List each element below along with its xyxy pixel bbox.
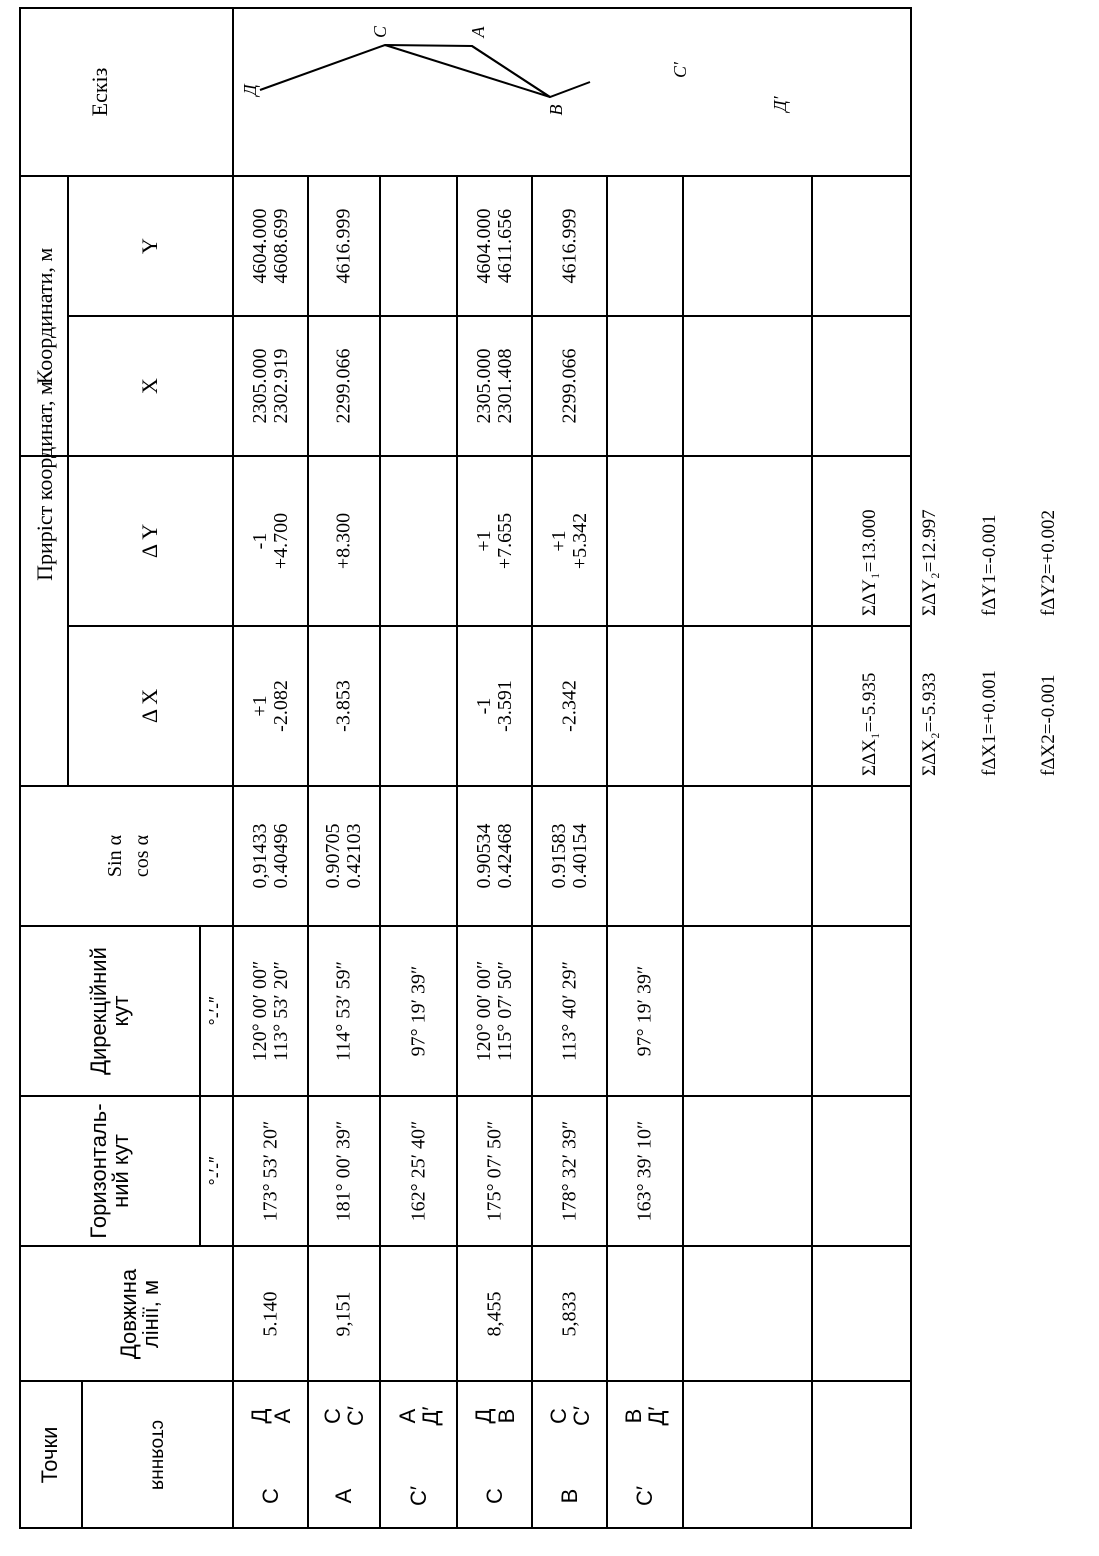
header-length: Довжина лінії, м: [116, 1268, 163, 1360]
sum-dx: [820, 670, 1099, 776]
cell-y-row1: 4604.000 4608.699: [248, 208, 292, 284]
sum-dx-1: ΣΔX₁=-5.935: [858, 672, 880, 776]
cell-dir-angle-row3: 97° 19′ 39″: [407, 965, 429, 1057]
sum-dy-2: ΣΔY₂=12.997: [918, 509, 940, 616]
cell-dir-angle-row4: 120° 00′ 00″ 115° 07′ 50″: [472, 960, 516, 1062]
sketch-label-b: В: [546, 104, 566, 116]
cell-dx-row2: -3.853: [332, 680, 355, 732]
header-sin: Sin α: [104, 834, 126, 878]
cell-sight-row1: Д А: [246, 1408, 295, 1424]
cell-dir-angle-row2: 114° 53′ 59″: [332, 961, 355, 1061]
cell-h-angle-row1: 173° 53′ 20″: [259, 1120, 281, 1222]
sketch-label-c-prime: С′: [670, 62, 690, 78]
sketch-label-d-prime: Д′: [770, 96, 790, 112]
header-coords: Координати, м: [32, 247, 57, 385]
cell-x-row1: 2305.000 2302.919: [248, 348, 292, 424]
sum-dy-4: fΔY2=+0.002: [1038, 510, 1060, 616]
sum-dx-4: fΔX2=-0.001: [1038, 674, 1060, 776]
sketch-label-a: А: [468, 26, 488, 38]
cell-sight-row3: А Д′: [394, 1406, 443, 1426]
cell-dx-row4: -1 -3.591: [472, 680, 516, 732]
header-dy: Δ Y: [137, 523, 162, 559]
cell-h-angle-row6: 163° 39′ 10″: [633, 1120, 656, 1222]
header-angle-unit-2: °-′-″: [206, 996, 226, 1026]
header-x: X: [137, 378, 162, 394]
header-increment: Приріст координат, м: [32, 381, 57, 581]
cell-station-row4: С: [481, 1488, 507, 1504]
cell-dy-row2: +8.300: [332, 512, 355, 570]
header-directional-angle: Дирекційний кут: [86, 947, 133, 1075]
cell-station-row2: А: [331, 1488, 356, 1504]
cell-sincos-row1: 0,91433 0.40496: [248, 823, 292, 889]
cell-station-row6: С′: [632, 1485, 657, 1507]
header-cos: cos α: [131, 834, 153, 878]
cell-dy-row4: +1 +7.655: [472, 512, 516, 570]
header-horizontal-angle: Горизонталь-ний кут: [86, 1103, 133, 1239]
cell-dir-angle-row1: 120° 00′ 00″ 113° 53′ 20″: [248, 960, 292, 1062]
cell-sight-row5: С С′: [545, 1405, 594, 1427]
cell-length-row2: 9,151: [332, 1291, 355, 1337]
sum-dy-3: fΔY1=-0.001: [978, 514, 1000, 616]
header-y: Y: [137, 238, 162, 254]
header-sketch: Ескіз: [87, 67, 112, 117]
cell-h-angle-row3: 162° 25′ 40″: [407, 1120, 429, 1222]
header-station: стояння: [147, 1419, 169, 1491]
cell-sight-row6: В Д′: [620, 1406, 669, 1426]
sketch-lines: [260, 45, 590, 97]
cell-dir-angle-row5: 113° 40′ 29″: [558, 961, 580, 1061]
header-points: Точки: [37, 1426, 62, 1484]
cell-length-row1: 5.140: [259, 1291, 281, 1337]
cell-h-angle-row4: 175° 07′ 50″: [483, 1120, 505, 1222]
sketch-label-d: Д: [240, 84, 260, 96]
cell-dx-row5: -2.342: [558, 680, 580, 732]
sum-dx-3: fΔX1=+0.001: [978, 670, 1000, 776]
header-dx: Δ X: [137, 688, 162, 724]
cell-sincos-row2: 0.90705 0.42103: [322, 823, 365, 889]
cell-station-row1: C: [257, 1488, 283, 1504]
cell-x-row4: 2305.000 2301.408: [472, 348, 516, 424]
cell-y-row2: 4616.999: [332, 208, 355, 284]
cell-station-row3: С′: [405, 1485, 431, 1507]
cell-sight-row2: С С′: [319, 1405, 368, 1427]
cell-x-row5: 2299.066: [558, 348, 580, 424]
header-angle-unit-1: °-′-″: [206, 1156, 226, 1186]
cell-sincos-row4: 0.90534 0.42468: [472, 823, 516, 889]
cell-dy-row1: -1 +4.700: [248, 512, 292, 570]
cell-dir-angle-row6: 97° 19′ 39″: [633, 965, 656, 1057]
sum-dy-1: ΣΔY₁=13.000: [858, 509, 880, 616]
cell-x-row2: 2299.066: [332, 348, 355, 424]
cell-station-row5: В: [556, 1488, 582, 1504]
cell-dy-row5: +1 +5.342: [547, 512, 591, 570]
sum-dy: [820, 509, 1099, 616]
sum-dx-2: ΣΔX₂=-5.933: [918, 672, 940, 776]
cell-dx-row1: +1 -2.082: [248, 680, 292, 732]
cell-length-row5: 5,833: [558, 1291, 580, 1337]
cell-sincos-row5: 0.91583 0.40154: [547, 823, 591, 889]
cell-sight-row4: Д В: [470, 1408, 519, 1424]
sketch-label-c: С: [370, 25, 390, 39]
cell-length-row4: 8,455: [483, 1291, 505, 1337]
cell-y-row5: 4616.999: [558, 208, 580, 284]
cell-h-angle-row2: 181° 00′ 39″: [332, 1120, 355, 1222]
cell-h-angle-row5: 178° 32′ 39″: [558, 1120, 580, 1222]
cell-y-row4: 4604.000 4611.656: [472, 208, 516, 284]
